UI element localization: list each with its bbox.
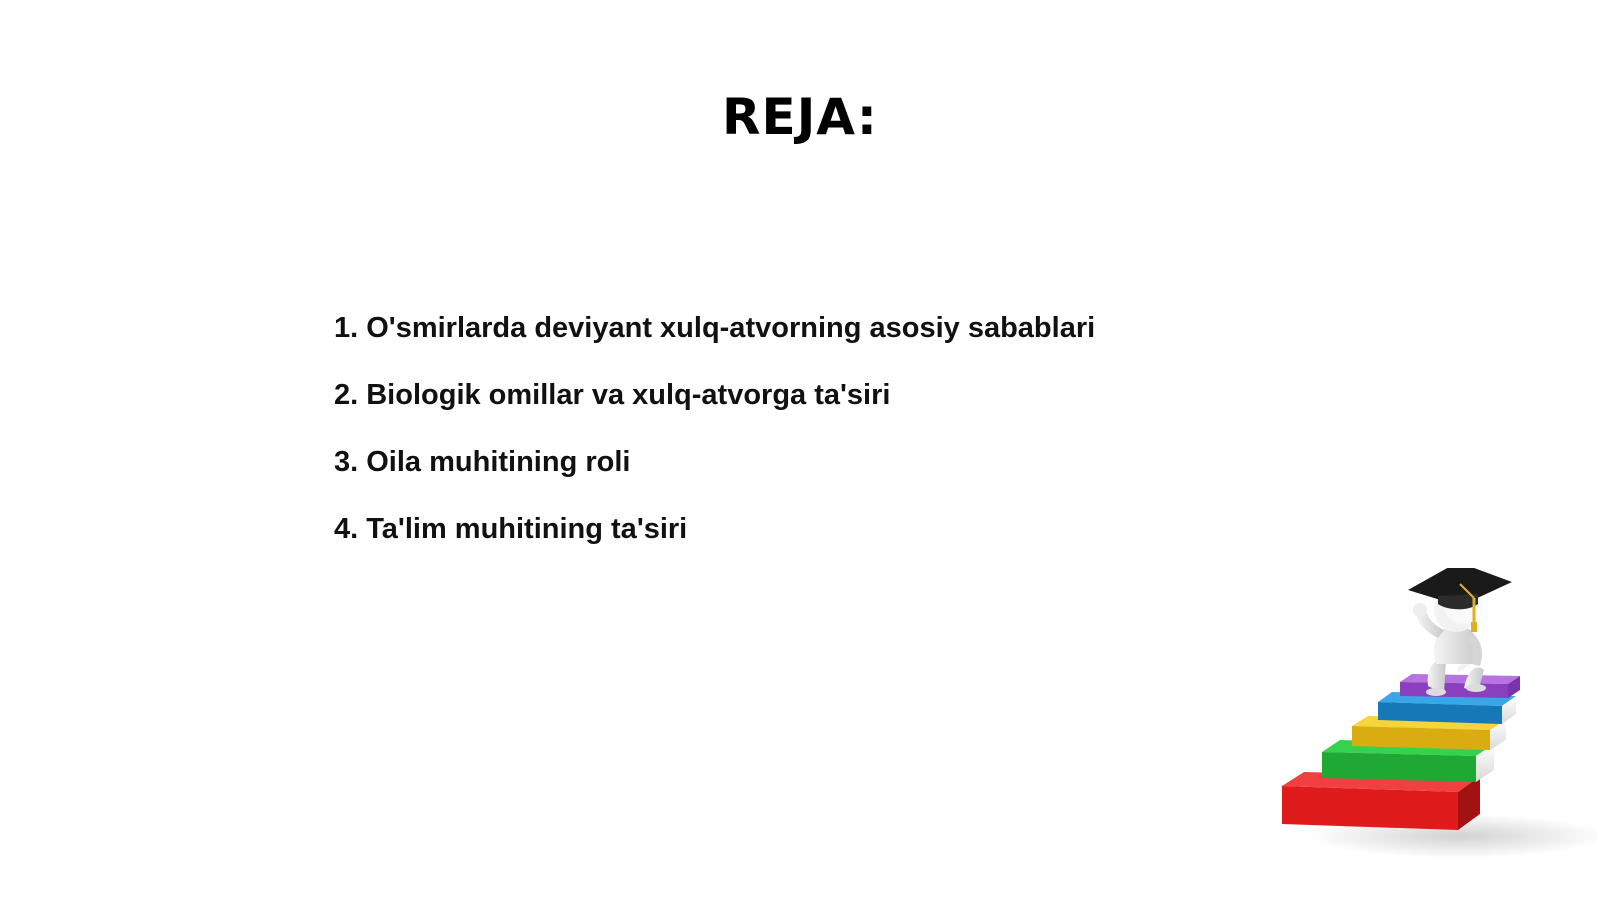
purple-book bbox=[1400, 674, 1520, 698]
plan-item-1: 1. O'smirlarda deviyant xulq-atvorning asosiy sabablari bbox=[334, 312, 1096, 344]
plan-item-3: 3. Oila muhitining roli bbox=[334, 446, 631, 478]
plan-list bbox=[334, 310, 1095, 578]
slide-title: REJA: bbox=[722, 88, 878, 146]
plan-item-2: 2. Biologik omillar va xulq-atvorga ta'siri bbox=[334, 379, 891, 411]
plan-item-4: 4. Ta'lim muhitining ta'siri bbox=[334, 513, 688, 545]
graduate-on-book-stairs-icon bbox=[1268, 568, 1598, 868]
